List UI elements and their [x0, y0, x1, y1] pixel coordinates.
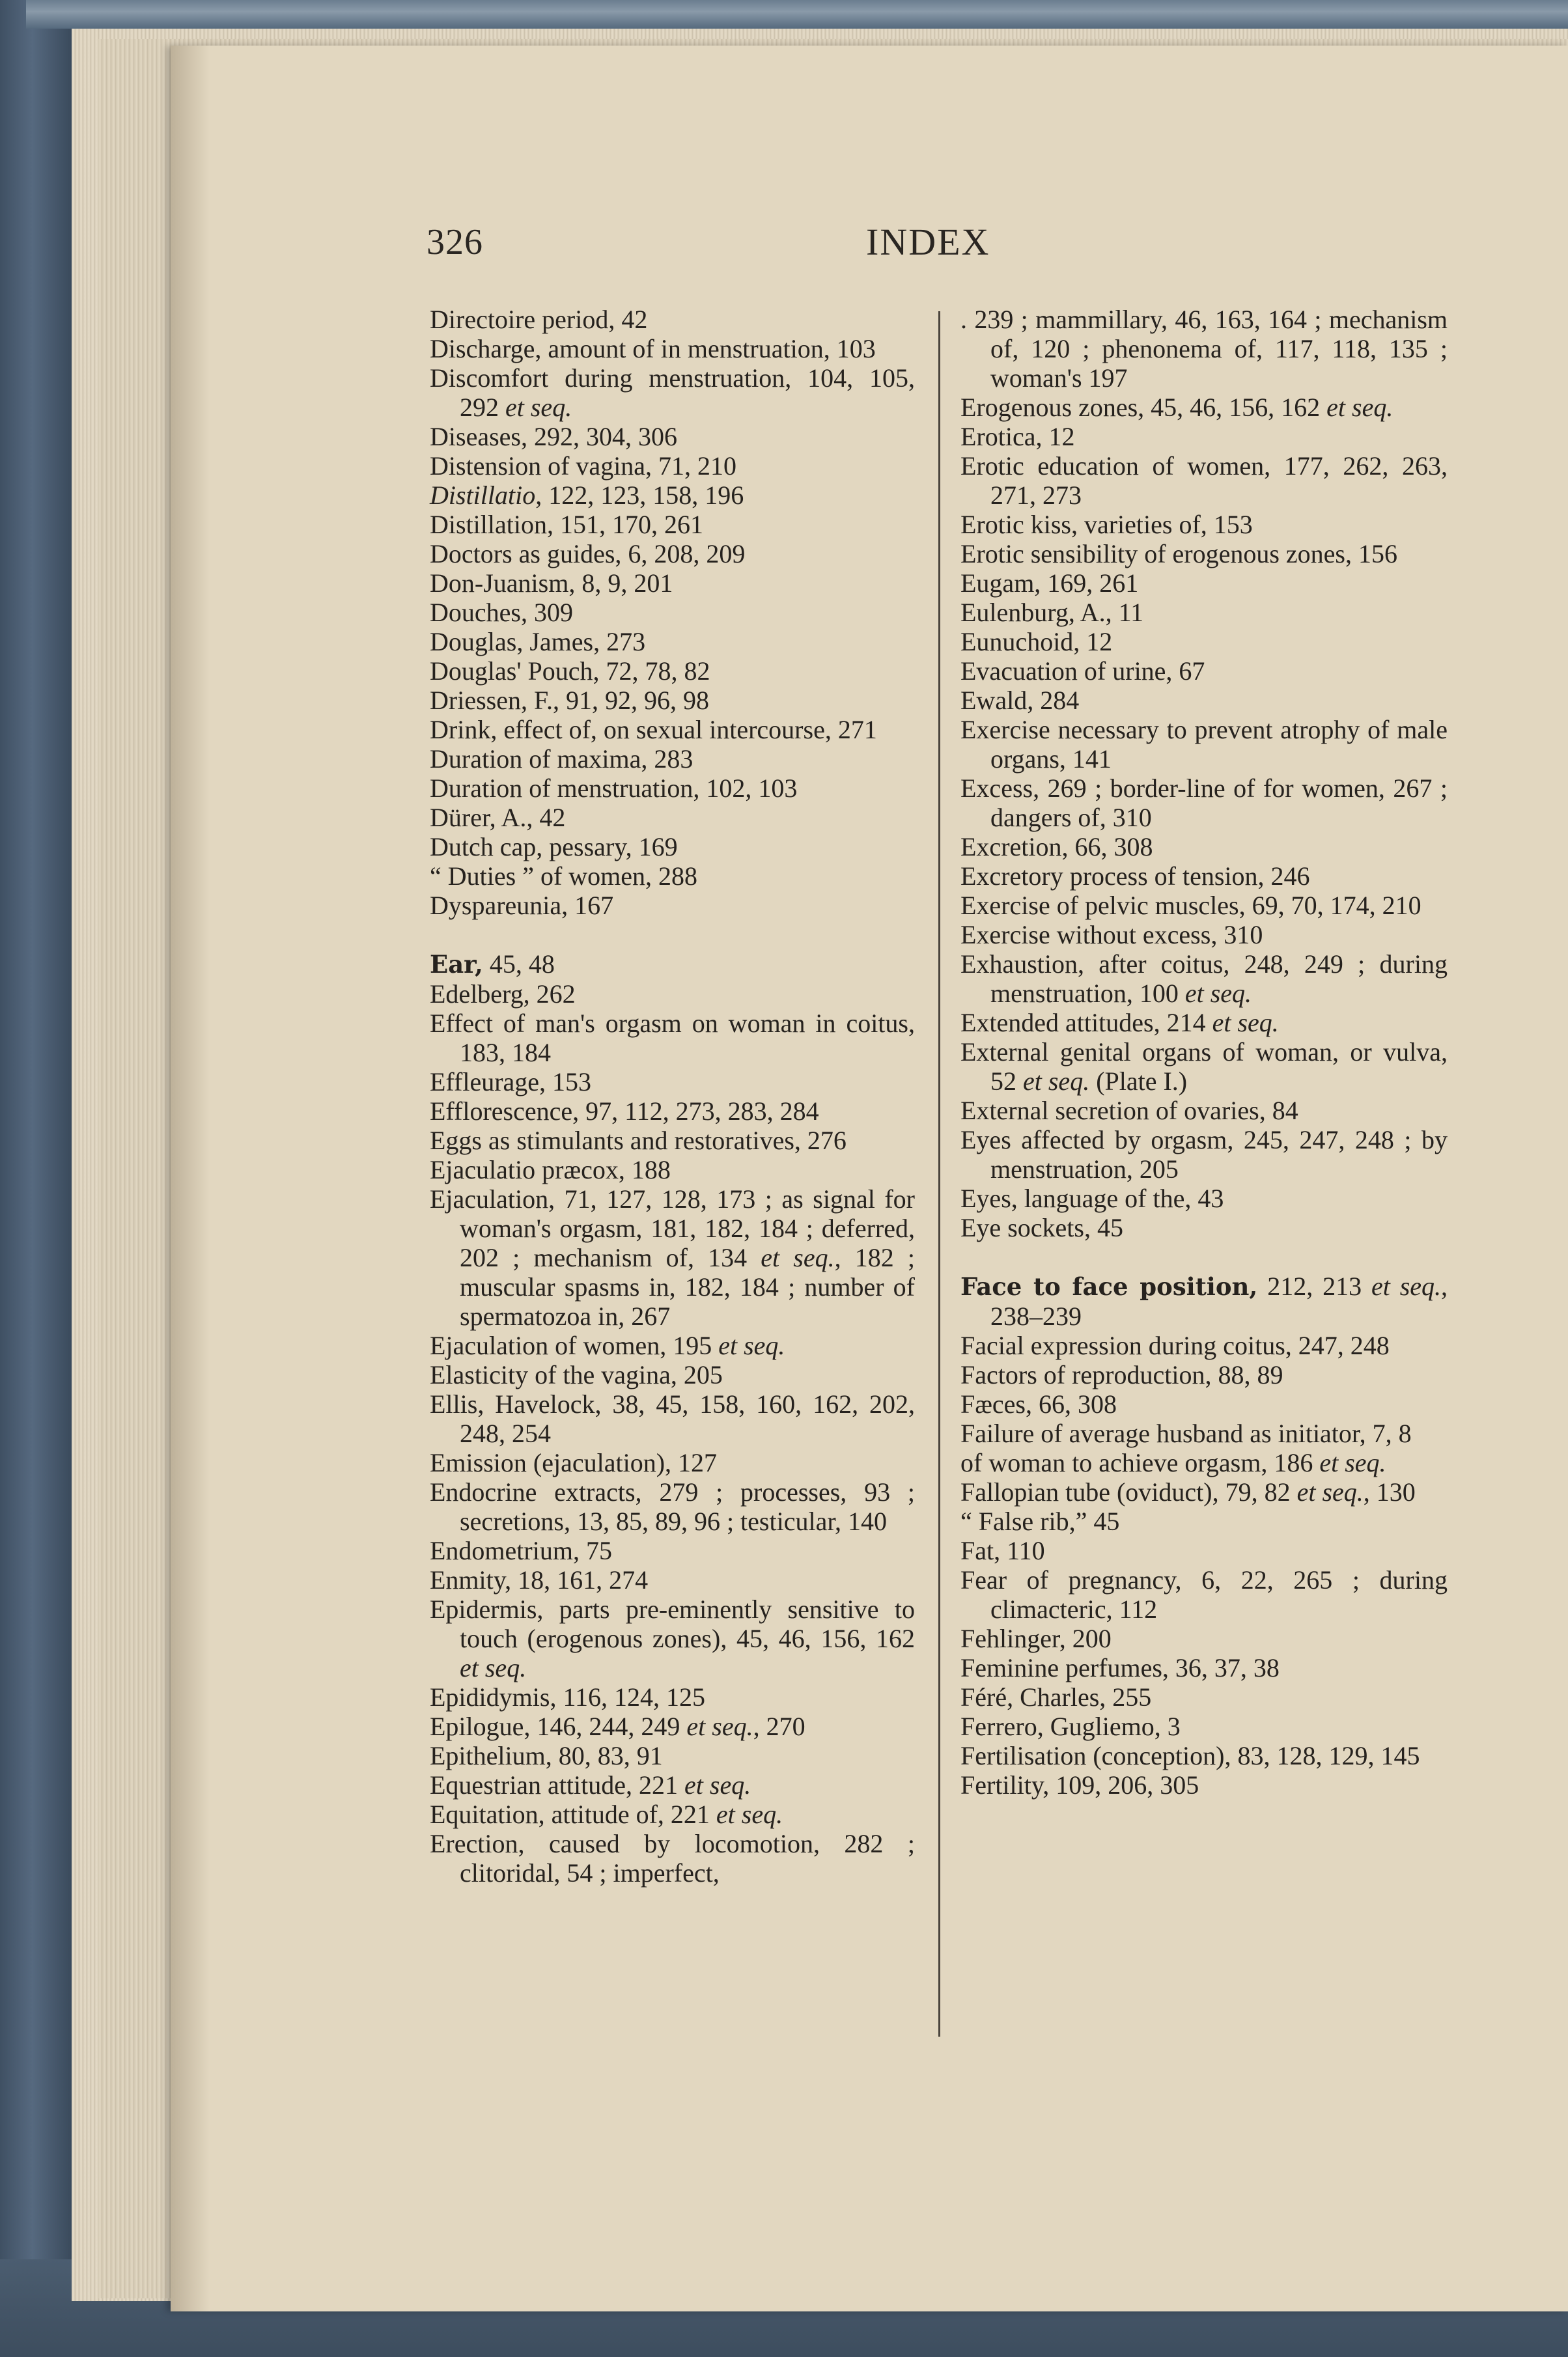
index-column-right: [960, 305, 1448, 1800]
index-entry: . 239 ; mammillary, 46, 163, 164 ; mechanism of, 120 ; phenonema of, 117, 118, 135 ; woman's 197: [960, 305, 1448, 393]
index-entry: Erotic sensibility of erogenous zones, 156: [960, 539, 1397, 568]
index-entry: Ejaculation of women, 195 et seq.: [430, 1331, 785, 1360]
index-entry: Eyes, language of the, 43: [960, 1184, 1224, 1213]
index-entry: Directoire period, 42: [430, 305, 648, 334]
index-entry: Féré, Charles, 255: [960, 1682, 1152, 1712]
index-entry: Don-Juanism, 8, 9, 201: [430, 568, 673, 598]
index-entry: Ferrero, Gugliemo, 3: [960, 1712, 1181, 1741]
index-entry: Evacuation of urine, 67: [960, 656, 1205, 686]
index-entry: Facial expression during coitus, 247, 248: [960, 1331, 1390, 1360]
index-entry: “ False rib,” 45: [960, 1507, 1120, 1536]
index-entry: Epilogue, 146, 244, 249 et seq., 270: [430, 1712, 805, 1741]
index-entry: Equitation, attitude of, 221 et seq.: [430, 1800, 783, 1829]
section-gap: [430, 920, 915, 949]
index-entry: Erogenous zones, 45, 46, 156, 162 et seq.: [960, 393, 1393, 422]
index-entry: Dutch cap, pessary, 169: [430, 832, 678, 861]
book-cover-top: [26, 0, 1568, 29]
index-entry: Epididymis, 116, 124, 125: [430, 1682, 705, 1712]
index-entry: Fehlinger, 200: [960, 1624, 1112, 1653]
gutter-shadow: [171, 46, 210, 2311]
index-entry: Distillation, 151, 170, 261: [430, 510, 703, 539]
index-entry: Excretory process of tension, 246: [960, 861, 1310, 891]
index-entry: Ejaculation, 71, 127, 128, 173 ; as signal for woman's orgasm, 181, 182, 184 ; deferred, 202 ; mechanism of, 134 et seq., 182 ; muscular spasms in, 182, 184 ; number of spermatozoa in, 267: [430, 1184, 915, 1331]
index-entry: Erection, caused by locomotion, 282 ; clitoridal, 54 ; imperfect,: [430, 1829, 915, 1888]
index-entry: Dyspareunia, 167: [430, 891, 614, 920]
index-entry: Ellis, Havelock, 38, 45, 158, 160, 162, 202, 248, 254: [430, 1389, 915, 1448]
index-entry: Epithelium, 80, 83, 91: [430, 1741, 663, 1770]
index-column-left: [430, 305, 915, 1888]
index-entry: Eyes affected by orgasm, 245, 247, 248 ; by menstruation, 205: [960, 1125, 1448, 1184]
index-entry: Eunuchoid, 12: [960, 627, 1113, 656]
index-entry: Emission (ejaculation), 127: [430, 1448, 718, 1477]
index-entry: Excess, 269 ; border-line of for women, 267 ; dangers of, 310: [960, 774, 1448, 832]
index-entry: Eggs as stimulants and restoratives, 276: [430, 1126, 847, 1155]
index-entry: Fertility, 109, 206, 305: [960, 1770, 1199, 1800]
index-entry: “ Duties ” of women, 288: [430, 861, 698, 891]
index-entry: Erotic kiss, varieties of, 153: [960, 510, 1253, 539]
index-entry: Epidermis, parts pre-eminently sensitive to touch (erogenous zones), 45, 46, 156, 162 et seq.: [430, 1595, 915, 1682]
index-entry: Exercise necessary to prevent atrophy of male organs, 141: [960, 715, 1448, 774]
index-entry: Duration of menstruation, 102, 103: [430, 774, 798, 803]
index-entry: Elasticity of the vagina, 205: [430, 1360, 723, 1389]
index-entry: Exercise of pelvic muscles, 69, 70, 174, 210: [960, 891, 1421, 920]
index-entry: Douches, 309: [430, 598, 573, 627]
index-entry: External genital organs of woman, or vulva, 52 et seq. (Plate I.): [960, 1037, 1448, 1096]
index-entry: Douglas' Pouch, 72, 78, 82: [430, 656, 710, 686]
index-entry: Eulenburg, A., 11: [960, 598, 1144, 627]
section-gap: [960, 1242, 1448, 1272]
index-entry: Face to face position, 212, 213 et seq., 238–239: [960, 1272, 1448, 1331]
book-cover-spine: [0, 0, 72, 2357]
index-entry: Equestrian attitude, 221 et seq.: [430, 1770, 751, 1800]
index-entry: Erotic education of women, 177, 262, 263, 271, 273: [960, 451, 1448, 510]
index-entry: Factors of reproduction, 88, 89: [960, 1360, 1283, 1389]
index-entry: Fæces, 66, 308: [960, 1389, 1117, 1419]
index-entry: Fat, 110: [960, 1536, 1045, 1565]
index-entry: Distillatio, 122, 123, 158, 196: [430, 481, 744, 510]
index-entry: Eugam, 169, 261: [960, 568, 1139, 598]
index-entry: Effect of man's orgasm on woman in coitus, 183, 184: [430, 1009, 915, 1067]
index-entry: Edelberg, 262: [430, 979, 576, 1009]
index-entry: of woman to achieve orgasm, 186 et seq.: [960, 1448, 1386, 1477]
index-entry: Failure of average husband as initiator, 7, 8: [960, 1419, 1412, 1448]
index-entry: Effleurage, 153: [430, 1067, 592, 1096]
index-entry: Fertilisation (conception), 83, 128, 129, 145: [960, 1741, 1420, 1770]
index-entry: Fallopian tube (oviduct), 79, 82 et seq., 130: [960, 1477, 1416, 1507]
index-entry: Exercise without excess, 310: [960, 920, 1263, 949]
index-entry: Dürer, A., 42: [430, 803, 566, 832]
index-entry: Driessen, F., 91, 92, 96, 98: [430, 686, 710, 715]
page-header: INDEX: [866, 221, 990, 263]
index-entry: Ear, 45, 48: [430, 949, 555, 979]
index-entry: Enmity, 18, 161, 274: [430, 1565, 649, 1595]
index-entry: Eye sockets, 45: [960, 1213, 1123, 1242]
index-entry: Drink, effect of, on sexual intercourse, 271: [430, 715, 877, 744]
index-entry: Discharge, amount of in menstruation, 103: [430, 334, 876, 363]
index-entry: Exhaustion, after coitus, 248, 249 ; during menstruation, 100 et seq.: [960, 949, 1448, 1008]
index-entry: Discomfort during menstruation, 104, 105, 292 et seq.: [430, 363, 915, 422]
index-entry: Ejaculatio præcox, 188: [430, 1155, 671, 1184]
index-entry: Fear of pregnancy, 6, 22, 265 ; during climacteric, 112: [960, 1565, 1448, 1624]
index-entry: Doctors as guides, 6, 208, 209: [430, 539, 746, 568]
index-entry: Distension of vagina, 71, 210: [430, 451, 737, 481]
index-entry: Excretion, 66, 308: [960, 832, 1153, 861]
index-entry: Efflorescence, 97, 112, 273, 283, 284: [430, 1096, 819, 1126]
page-number: 326: [427, 222, 483, 262]
column-divider: [938, 311, 940, 2037]
index-entry: External secretion of ovaries, 84: [960, 1096, 1298, 1125]
index-entry: Endometrium, 75: [430, 1536, 612, 1565]
index-entry: Extended attitudes, 214 et seq.: [960, 1008, 1279, 1037]
index-entry: Endocrine extracts, 279 ; processes, 93 ; secretions, 13, 85, 89, 96 ; testicular, 140: [430, 1477, 915, 1536]
index-entry: Douglas, James, 273: [430, 627, 646, 656]
index-entry: Feminine perfumes, 36, 37, 38: [960, 1653, 1280, 1682]
index-entry: Duration of maxima, 283: [430, 744, 693, 774]
index-entry: Erotica, 12: [960, 422, 1075, 451]
index-entry: Diseases, 292, 304, 306: [430, 422, 677, 451]
index-entry: Ewald, 284: [960, 686, 1080, 715]
